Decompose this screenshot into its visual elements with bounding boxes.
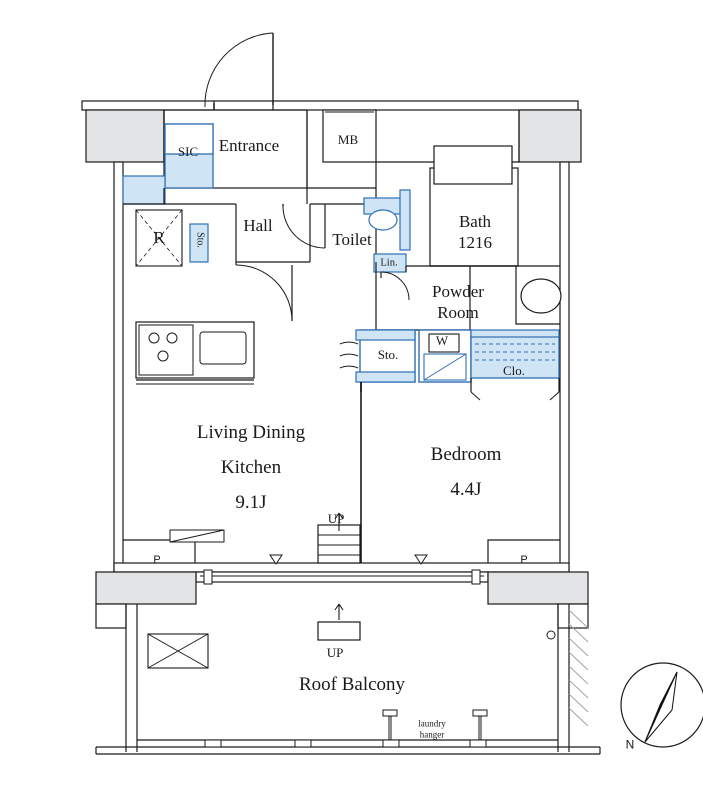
room-label-bedroom: Bedroom — [430, 444, 502, 466]
room-label-up-outer: UP — [326, 645, 344, 661]
room-label-sic: SIC — [177, 144, 199, 160]
room-label-laundry1: laundry — [418, 718, 446, 729]
room-label-ldk-line1: Living Dining — [196, 422, 306, 444]
room-label-mb: MB — [337, 132, 359, 148]
room-label-powder-room2: Room — [437, 303, 479, 323]
kitchen-counter — [136, 322, 254, 384]
room-label-hall: Hall — [243, 216, 273, 236]
room-label-north-label: N — [625, 737, 635, 752]
room-label-entrance: Entrance — [218, 136, 280, 156]
room-label-storage-ldk: Sto. — [377, 347, 399, 363]
room-label-powder-room: Powder — [432, 282, 484, 302]
room-label-ldk-area: 9.1J — [235, 492, 267, 514]
room-label-laundry2: hanger — [419, 729, 445, 740]
room-label-storage-hall: Sto. — [194, 232, 206, 248]
room-label-linen: Lin. — [380, 257, 398, 269]
room-label-up-inner: UP — [327, 511, 345, 527]
room-label-bath: Bath — [458, 212, 492, 232]
room-label-washer: W — [435, 333, 449, 349]
room-label-roof-balcony: Roof Balcony — [298, 674, 406, 696]
room-label-bath-size: 1216 — [458, 233, 492, 253]
room-label-pipe-right: P — [520, 554, 528, 567]
room-label-ldk-line2: Kitchen — [220, 457, 282, 479]
room-label-pipe-left: P — [153, 554, 161, 567]
room-label-refrigerator: R — [153, 228, 165, 248]
room-label-toilet: Toilet — [332, 230, 372, 250]
room-label-bedroom-area: 4.4J — [450, 479, 482, 501]
room-label-closet: Clo. — [502, 363, 526, 379]
